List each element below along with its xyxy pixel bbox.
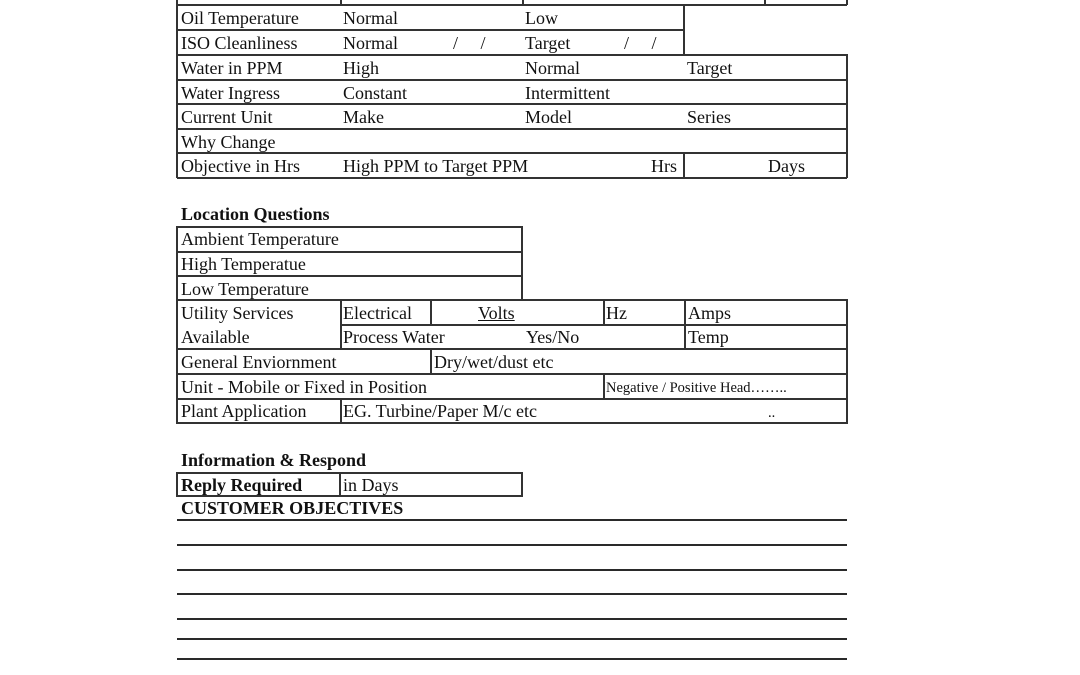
date-slashes[interactable]: / /	[453, 33, 486, 53]
volts-label: Volts	[478, 303, 515, 323]
hrs-label: Hrs	[651, 156, 677, 176]
row-label: Water Ingress	[181, 83, 281, 103]
cell-value[interactable]: Normal	[343, 33, 398, 53]
cell-value[interactable]: Normal	[343, 8, 398, 28]
table-border	[846, 0, 848, 5]
negative-positive-head-label[interactable]: Negative / Positive Head……..	[606, 380, 787, 396]
row-label: Objective in Hrs	[181, 156, 300, 176]
writing-line[interactable]	[177, 544, 847, 546]
writing-line[interactable]	[177, 658, 847, 660]
cell-value[interactable]: Model	[525, 107, 572, 127]
plant-application-label: Plant Application	[181, 401, 307, 421]
row-label: Current Unit	[181, 107, 273, 127]
cell-value[interactable]: Series	[687, 107, 731, 127]
column-divider	[603, 299, 605, 325]
plant-application-example[interactable]: EG. Turbine/Paper M/c etc	[343, 401, 537, 421]
row-divider	[177, 128, 847, 130]
in-days-field[interactable]: in Days	[343, 475, 399, 495]
high-temperature-label: High Temperatue	[181, 254, 306, 274]
writing-line[interactable]	[177, 519, 847, 521]
writing-line[interactable]	[177, 593, 847, 595]
table-border	[177, 226, 522, 228]
table-border	[177, 422, 847, 424]
utility-services-label: Utility Services	[181, 303, 294, 323]
writing-line[interactable]	[177, 569, 847, 571]
cell-value[interactable]: Intermittent	[525, 83, 610, 103]
column-divider	[430, 348, 432, 374]
table-border	[177, 177, 847, 179]
date-slashes[interactable]: / /	[624, 33, 657, 53]
cell-value[interactable]: High PPM to Target PPM	[343, 156, 529, 176]
cell-value[interactable]: Low	[525, 8, 558, 28]
column-divider	[683, 152, 685, 178]
reply-required-label: Reply Required	[181, 475, 303, 495]
cell-value[interactable]: High	[343, 58, 379, 78]
table-border	[176, 226, 178, 424]
column-divider	[340, 0, 342, 5]
column-divider	[340, 299, 342, 349]
row-divider	[177, 373, 847, 375]
column-divider	[684, 299, 686, 349]
cell-value[interactable]: Target	[525, 33, 571, 53]
row-divider	[177, 299, 847, 301]
unit-mobile-fixed-label: Unit - Mobile or Fixed in Position	[181, 377, 428, 397]
row-label: Oil Temperature	[181, 8, 299, 28]
row-divider	[177, 29, 684, 31]
column-divider	[603, 373, 605, 399]
hz-label: Hz	[606, 303, 627, 323]
ambient-temperature-label: Ambient Temperature	[181, 229, 339, 249]
amps-label: Amps	[688, 303, 732, 323]
cell-value[interactable]: Make	[343, 107, 384, 127]
table-border	[846, 54, 848, 178]
location-questions-heading: Location Questions	[181, 204, 330, 224]
environment-hint[interactable]: Dry/wet/dust etc	[434, 352, 554, 372]
row-divider	[177, 275, 522, 277]
table-border	[177, 495, 522, 497]
cell-value[interactable]: Target	[687, 58, 733, 78]
column-divider	[522, 0, 524, 5]
table-border	[521, 472, 523, 497]
row-label: ISO Cleanliness	[181, 33, 298, 53]
writing-line[interactable]	[177, 618, 847, 620]
general-environment-label: General Enviornment	[181, 352, 337, 372]
cell-value[interactable]: Constant	[343, 83, 408, 103]
row-label: Why Change	[181, 132, 276, 152]
temp-label: Temp	[688, 327, 729, 347]
row-divider	[177, 251, 522, 253]
low-temperature-label: Low Temperature	[181, 279, 309, 299]
process-water-label: Process Water	[343, 327, 445, 347]
column-divider	[430, 299, 432, 325]
information-respond-heading: Information & Respond	[181, 450, 367, 470]
row-divider	[177, 79, 847, 81]
row-label: Water in PPM	[181, 58, 283, 78]
table-border	[177, 472, 522, 474]
electrical-label: Electrical	[343, 303, 412, 323]
column-divider	[764, 0, 766, 5]
cell-value[interactable]: Normal	[525, 58, 580, 78]
available-label: Available	[181, 327, 250, 347]
table-border	[521, 226, 523, 301]
row-divider	[177, 348, 847, 350]
customer-objectives-heading: CUSTOMER OBJECTIVES	[181, 498, 404, 518]
row-divider	[177, 103, 847, 105]
table-border	[177, 4, 847, 6]
yes-no-label[interactable]: Yes/No	[526, 327, 580, 347]
column-divider	[340, 398, 342, 423]
row-divider	[177, 398, 847, 400]
table-border	[846, 299, 848, 424]
days-label: Days	[768, 156, 805, 176]
writing-line[interactable]	[177, 638, 847, 640]
row-divider	[177, 54, 847, 56]
plant-application-dots: ..	[768, 405, 776, 421]
column-divider	[339, 472, 341, 497]
row-divider	[340, 324, 847, 326]
table-border	[176, 472, 178, 497]
row-divider	[177, 152, 847, 154]
